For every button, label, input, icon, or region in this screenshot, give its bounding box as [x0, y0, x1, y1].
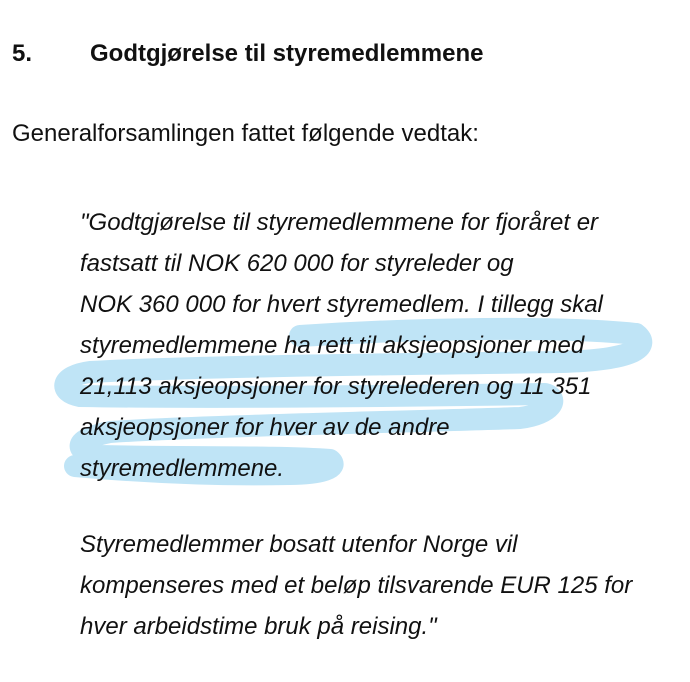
intro-text: Generalforsamlingen fattet følgende vedtak: — [12, 120, 479, 147]
quote-line: Styremedlemmer bosatt utenfor Norge vil — [80, 531, 518, 558]
section-title: Godtgjørelse til styremedlemmene — [90, 40, 484, 67]
quote-line: styremedlemmene. — [80, 455, 285, 482]
quote-line: kompenseres med et beløp tilsvarende EUR 125 for — [80, 572, 633, 599]
quote-line: styremedlemmene ha rett til aksjeopsjoner med — [80, 332, 585, 359]
quote-line: fastsatt til NOK 620 000 for styreleder og — [80, 250, 514, 277]
quote-line: NOK 360 000 for hvert styremedlem. I tillegg skal — [80, 291, 603, 318]
quote-line: "Godtgjørelse til styremedlemmene for fjoråret er — [80, 209, 599, 236]
quote-paragraph-2 — [80, 524, 632, 647]
quote-line: aksjeopsjoner for hver av de andre — [80, 414, 450, 441]
quote-paragraph-1 — [80, 202, 603, 489]
quote-line: hver arbeidstime bruk på reising." — [80, 613, 437, 640]
quote-line: 21,113 aksjeopsjoner for styrelederen og 11 351 — [80, 373, 592, 400]
section-heading — [12, 40, 483, 68]
section-number: 5. — [12, 40, 33, 67]
